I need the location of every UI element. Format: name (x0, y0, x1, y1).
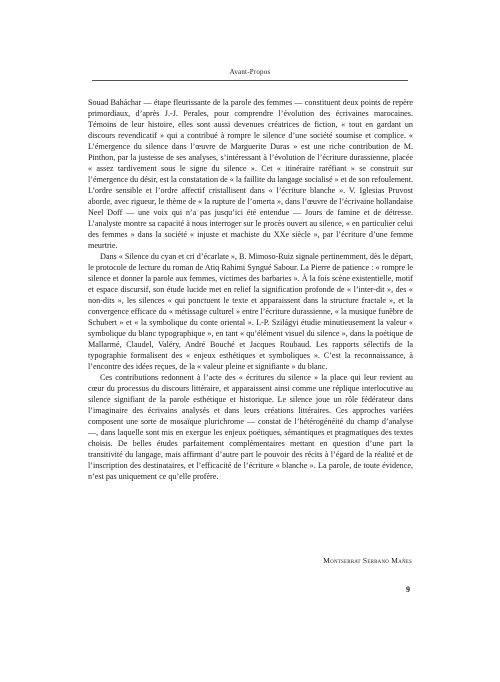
header-rule (92, 80, 408, 81)
paragraph-3: Ces contributions redonnent à l’acte des « écritures du silence » la place qui leur revient au cœur du processus du discours littéraire, et apparaissent ainsi comme une réplique interlocutive au silence signifiant de la parole esthétique et historique. Le silence joue un rôle fédérateur dans l’imaginaire des écrivains analysés et dans leurs créations littéraires. Ces approches variées composent une sorte de mosaïque plurichrome — constat de l’hétérogénéité du champ d’analyse —, dans laquelle sont mis en exergue les enjeux poétiques, sémantiques et pragmatiques des textes choisis. De belles études parfaitement complémentaires mettant en question d’une part la transitivité du langage, mais affirmant d’autre part le pouvoir des récits à l’égard de la réalité et de l’inscription des destinataires, et l’efficacité de l’écriture « blanche ». La parole, de toute évidence, n’est pas uniquement ce qu’elle profère. (88, 373, 413, 481)
author-first-name: Montserrat (323, 556, 361, 565)
paragraph-2: Dans « Silence du cyan et cri d’écarlate », B. Mimoso-Ruiz signale pertinemment, dès le départ, le protocole de lecture du roman de Atiq Rahimi Syngué Sabour. La Pierre de patience : « rompre le silence et donner la parole aux femmes, victimes des barbaries ». À la fois scène existentielle, motif et espace discursif, son étude lucide met en relief la signification profonde de « l’inter-dit », des « non-dits », les silences « qui ponctuent le texte et apparaissent dans la structure fractale », et la convergence efficace du « métissage culturel » entre l’écriture durassienne, « la musique funèbre de Schubert » et « la symbolique du conte oriental ». I.-P. Szilágyi étudie minutieusement la valeur « symbolique du blanc typographique », en tant « qu’élément visuel du silence », dans la poétique de Mallarmé, Claudel, Valéry, André Bouché et Jacques Roubaud. Les rapports sélectifs de la typographie formalisent des « enjeux esthétiques et symboliques ». C’est la reconnaissance, à l’encontre des idées reçues, de la « valeur pleine et signifiante » du blanc. (88, 252, 413, 371)
page-number: 9 (406, 585, 410, 594)
body-text (88, 97, 413, 482)
author-last-name: Serrano Mañes (362, 556, 412, 565)
author-signature (323, 556, 412, 565)
paragraph-1: Souad Baháchar — étape fleurissante de la parole des femmes — constituent deux points de repère primordiaux, d’après J.-J. Perales, pour comprendre l’évolution des écrivaines marocaines. Témoins de leur histoire, elles sont aussi devenues créatrices de fiction, « tout en gardant un discours revendicatif » qui a contribué à rompre le silence d’une société soumise et complice. « L’émergence du silence dans l’œuvre de Marguerite Duras » est une riche contribution de M. Pinthon, par la justesse de ses analyses, s’intéressant à l’évolution de l’écriture durassienne, placée « assez tardivement sous le signe du silence ». Cet « itinéraire raréfiant » se construit sur l’émergence du désir, est la constatation de « la faillite du langage socialisé » et de son refoulement. L’ordre sensible et l’ordre affectif cristallisent dans « l’écriture blanche ». V. Iglesias Pruvost aborde, avec rigueur, le thème de « la rupture de l’omerta », dans l’œuvre de l’écrivaine hollandaise Neel Doff — une voix qui n’a pas jusqu’ici été entendue — Jours de famine et de détresse. L’analyste montre sa capacité à nous interroger sur le procès ouvert au silence, « en particulier celui des femmes » dans la société « injuste et machiste du XXe siècle », par l’écriture d’une femme meurtrie. (88, 98, 413, 250)
running-head: Avant-Propos (229, 68, 271, 76)
